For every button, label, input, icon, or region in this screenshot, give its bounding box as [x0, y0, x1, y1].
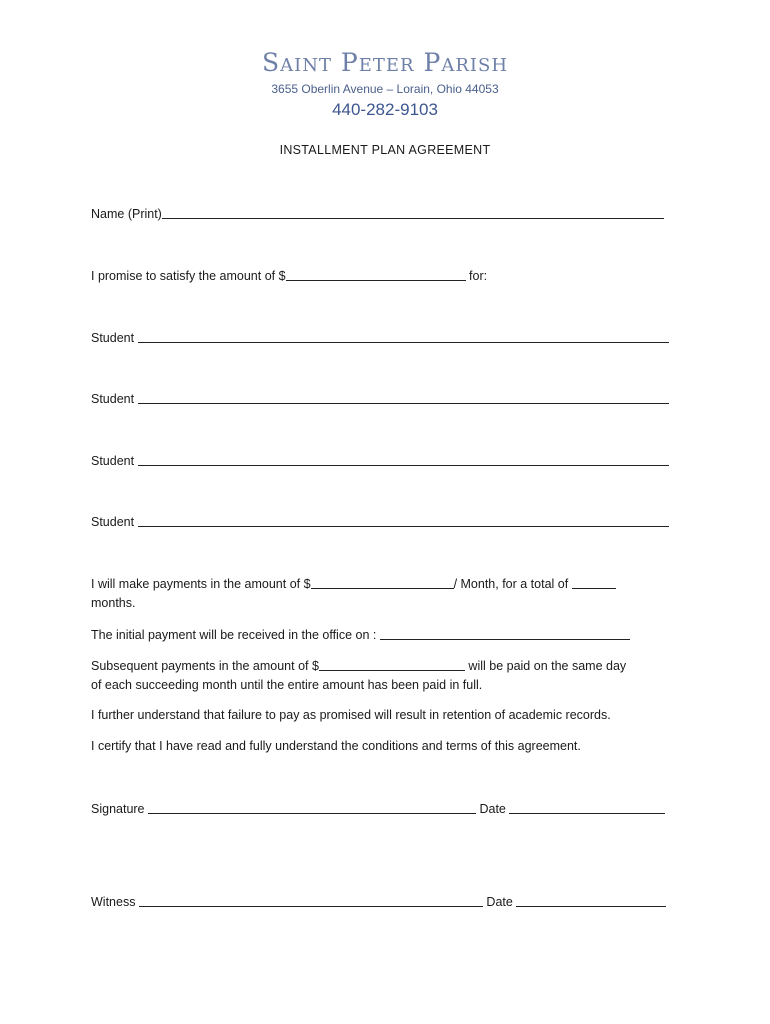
student-label: Student	[91, 454, 135, 468]
payments-prefix: I will make payments in the amount of $	[91, 577, 311, 591]
witness-row	[91, 892, 666, 910]
subsequent-suffix: of each succeeding month until the entire amount has been paid in full.	[91, 678, 483, 692]
initial-payment-field[interactable]	[380, 626, 630, 640]
promise-prefix: I promise to satisfy the amount of $	[91, 269, 286, 283]
student-field[interactable]	[138, 452, 669, 466]
student-label: Student	[91, 392, 135, 406]
name-label: Name (Print)	[91, 207, 162, 221]
student-row	[91, 328, 669, 346]
initial-payment-row	[91, 625, 630, 643]
date-label: Date	[479, 802, 506, 816]
student-label: Student	[91, 331, 135, 345]
signature-row	[91, 799, 665, 817]
payments-row	[91, 574, 616, 592]
initial-payment-label: The initial payment will be received in the office on :	[91, 628, 377, 642]
signature-field[interactable]	[148, 800, 476, 814]
student-field[interactable]	[138, 329, 669, 343]
name-row	[91, 204, 664, 222]
subsequent-row	[91, 656, 626, 674]
signature-date-field[interactable]	[509, 800, 665, 814]
student-field[interactable]	[138, 513, 669, 527]
form-title: INSTALLMENT PLAN AGREEMENT	[279, 143, 491, 157]
promise-row	[91, 266, 487, 284]
student-field[interactable]	[138, 390, 669, 404]
witness-field[interactable]	[139, 893, 483, 907]
payments-suffix: months.	[91, 596, 136, 610]
student-row	[91, 451, 669, 469]
monthly-amount-field[interactable]	[311, 575, 454, 589]
subsequent-prefix: Subsequent payments in the amount of $	[91, 659, 319, 673]
parish-name: Saint Peter Parish	[261, 48, 509, 77]
witness-date-field[interactable]	[516, 893, 666, 907]
student-row	[91, 389, 669, 407]
amount-field[interactable]	[286, 267, 466, 281]
promise-suffix: for:	[469, 269, 488, 283]
name-field[interactable]	[162, 205, 664, 219]
witness-label: Witness	[91, 895, 136, 909]
student-label: Student	[91, 515, 135, 529]
subsequent-amount-field[interactable]	[319, 657, 465, 671]
certify-statement: I certify that I have read and fully understand the conditions and terms of this agreement.	[91, 739, 581, 753]
failure-statement: I further understand that failure to pay as promised will result in retention of academic records.	[91, 708, 611, 722]
signature-label: Signature	[91, 802, 145, 816]
parish-address: 3655 Oberlin Avenue – Lorain, Ohio 44053	[271, 82, 499, 96]
subsequent-middle: will be paid on the same day	[468, 659, 627, 673]
months-count-field[interactable]	[572, 575, 616, 589]
parish-phone: 440-282-9103	[332, 100, 438, 119]
date-label: Date	[486, 895, 513, 909]
payments-middle: / Month, for a total of	[453, 577, 569, 591]
student-row	[91, 512, 669, 530]
